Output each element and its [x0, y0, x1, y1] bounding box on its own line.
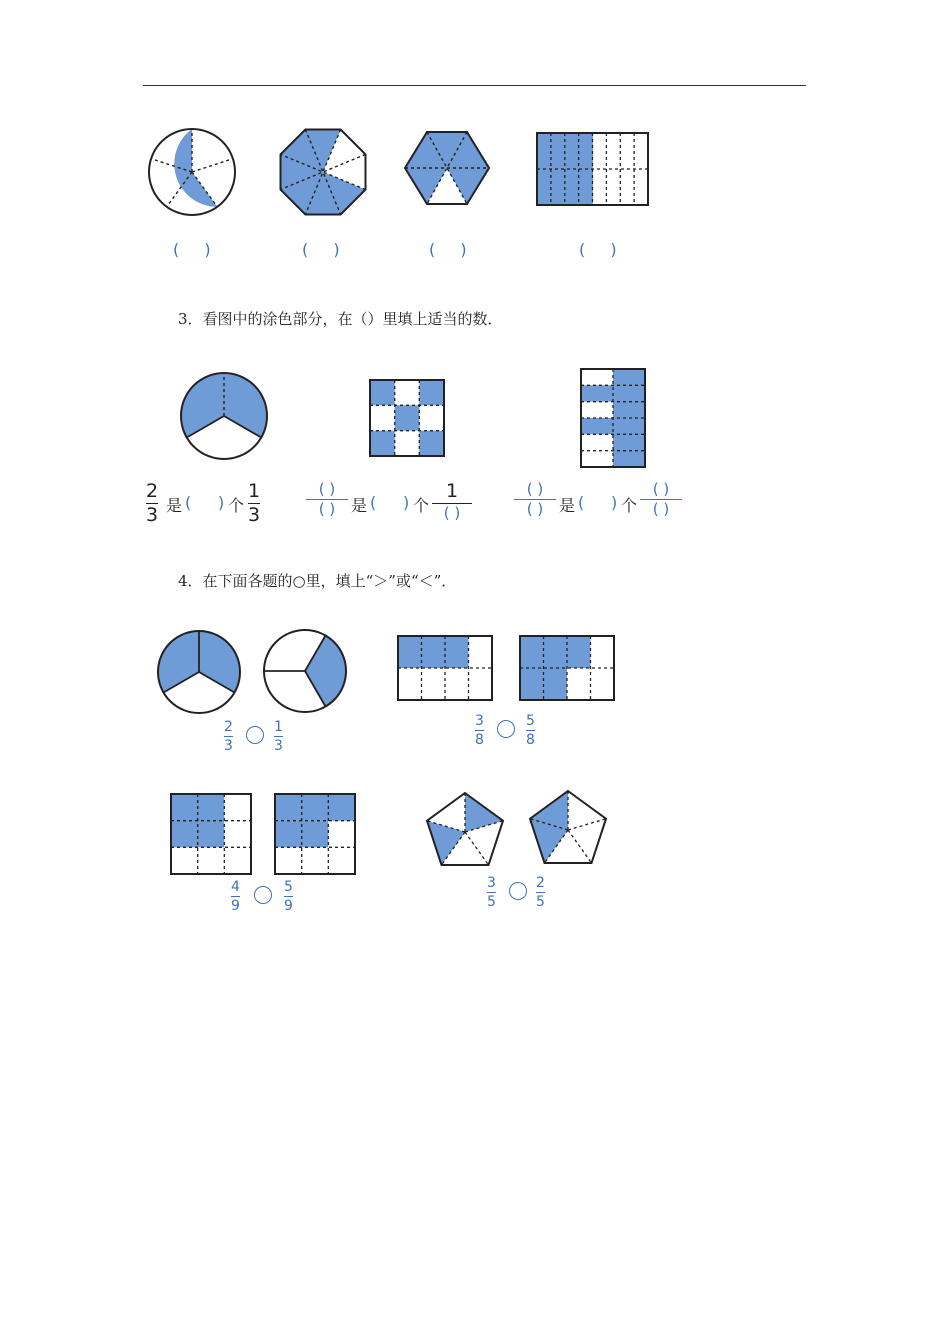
fraction-bar: [526, 730, 535, 731]
answer-paren-4[interactable]: ( ): [579, 240, 627, 259]
numerator[interactable]: ( ): [526, 480, 544, 498]
q3-item1-shi: 是: [166, 496, 183, 515]
q4-pair1-compare-circle[interactable]: [246, 726, 264, 744]
answer-paren-3[interactable]: ( ): [429, 240, 477, 259]
q3-item2-left-paren: (: [370, 493, 377, 512]
answer-paren-1[interactable]: ( ): [173, 240, 221, 259]
pentagon-three-fifths-figure: [424, 791, 506, 869]
tall-rectangle-grid-figure: [579, 367, 647, 469]
q3-item1-fraction: [146, 482, 158, 525]
circle-one-third-figure: [261, 627, 349, 715]
denominator[interactable]: ( ): [318, 500, 336, 518]
denominator: 5: [536, 894, 545, 910]
q4-pair4-left-fraction: [487, 876, 496, 909]
numerator: 2: [536, 875, 545, 891]
denominator: 3: [274, 738, 283, 754]
denominator[interactable]: ( ): [652, 500, 670, 518]
question-3-label: 3．看图中的涂色部分，在（）里填上适当的数．: [178, 310, 503, 328]
denominator: 8: [475, 732, 484, 748]
denominator: 9: [284, 898, 293, 914]
numerator: 3: [487, 875, 496, 891]
denominator: 3: [146, 504, 159, 526]
answer-paren-2[interactable]: ( ): [302, 240, 350, 259]
denominator[interactable]: ( ): [526, 500, 544, 518]
q3-item1-ge: 个: [228, 496, 245, 515]
q4-pair3-right-fraction: [284, 880, 293, 913]
q3-item3-left-paren: (: [578, 493, 585, 512]
denominator: 5: [487, 894, 496, 910]
q4-pair3-compare-circle[interactable]: [254, 886, 272, 904]
q3-item1-right-paren[interactable]: ): [218, 493, 225, 512]
q3-item3-fraction[interactable]: [514, 482, 556, 517]
q4-pair1-left-fraction: [224, 720, 233, 753]
denominator[interactable]: ( ): [443, 504, 461, 522]
q4-pair2-left-fraction: [475, 714, 484, 747]
q3-item3-ge: 个: [621, 496, 638, 515]
fraction-bar: [536, 892, 545, 893]
q4-pair1-right-fraction: [274, 720, 283, 753]
fraction-bar: [284, 896, 293, 897]
denominator: 3: [248, 504, 261, 526]
q4-pair2-right-fraction: [526, 714, 535, 747]
fraction-bar: [274, 736, 283, 737]
fraction-bar: [487, 892, 496, 893]
q4-pair3-left-fraction: [231, 880, 240, 913]
fraction-bar: [224, 736, 233, 737]
grid-rectangle-fraction-figure: [535, 131, 650, 207]
square-five-ninths-figure: [273, 792, 357, 876]
rectangle-three-eighths-figure: [396, 634, 494, 702]
square-grid-figure: [368, 378, 446, 458]
q3-item2-unit-fraction[interactable]: [432, 482, 472, 521]
numerator: 5: [284, 879, 293, 895]
numerator: 1: [274, 719, 283, 735]
question-4-label: 4．在下面各题的○里，填上“＞”或“＜”．: [178, 572, 457, 590]
q3-item3-shi: 是: [559, 496, 576, 515]
q3-item1-unit-fraction: [248, 482, 260, 525]
circle-fraction-figure: [145, 125, 239, 219]
header-rule: [143, 85, 806, 86]
numerator: 2: [146, 480, 159, 502]
octagon-fraction-figure: [277, 126, 369, 218]
q4-pair4-compare-circle[interactable]: [509, 882, 527, 900]
q3-item2-fraction[interactable]: [306, 482, 348, 517]
square-four-ninths-figure: [169, 792, 253, 876]
numerator: 3: [475, 713, 484, 729]
circle-thirds-figure: [178, 370, 270, 462]
pentagon-two-fifths-figure: [527, 789, 609, 867]
q4-pair2-compare-circle[interactable]: [497, 720, 515, 738]
q3-item3-right-paren[interactable]: ): [611, 493, 618, 512]
numerator[interactable]: ( ): [652, 480, 670, 498]
rectangle-five-eighths-figure: [518, 634, 616, 702]
denominator: 9: [231, 898, 240, 914]
denominator: 8: [526, 732, 535, 748]
q3-item1-left-paren: (: [185, 493, 192, 512]
fraction-bar: [475, 730, 484, 731]
hexagon-fraction-figure: [403, 130, 491, 206]
numerator: 2: [224, 719, 233, 735]
q3-item2-ge: 个: [413, 496, 430, 515]
numerator: 4: [231, 879, 240, 895]
circle-two-thirds-figure: [155, 628, 243, 716]
numerator: 1: [445, 480, 459, 502]
q3-item2-shi: 是: [351, 496, 368, 515]
q4-pair4-right-fraction: [536, 876, 545, 909]
fraction-bar: [231, 896, 240, 897]
numerator[interactable]: ( ): [318, 480, 336, 498]
q3-item2-right-paren[interactable]: ): [403, 493, 410, 512]
numerator: 5: [526, 713, 535, 729]
denominator: 3: [224, 738, 233, 754]
numerator: 1: [248, 480, 261, 502]
q3-item3-unit-fraction[interactable]: [640, 482, 682, 517]
